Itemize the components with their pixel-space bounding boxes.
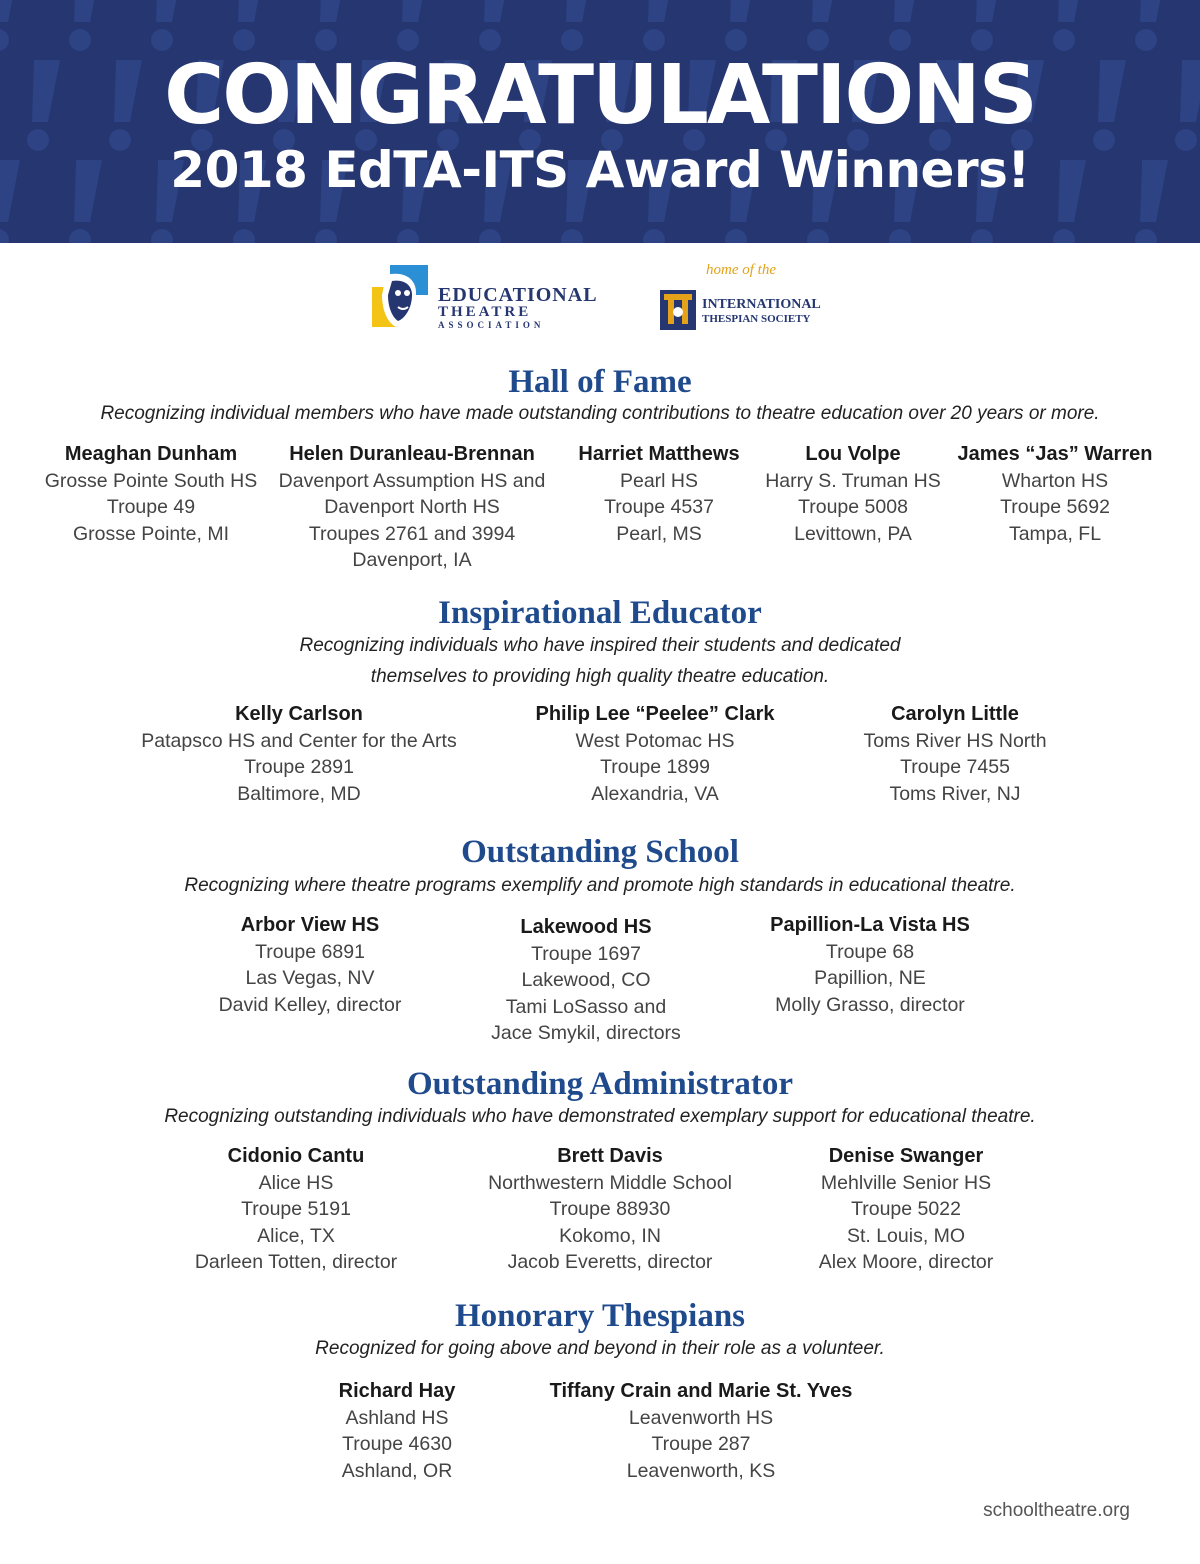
winner-detail: Troupe 7455 <box>900 756 1010 778</box>
winner-detail: Tampa, FL <box>1008 522 1102 545</box>
winner-detail: Troupe 2891 <box>244 756 354 778</box>
exclamation-bar <box>1140 0 1168 22</box>
winner-detail: Troupe 68 <box>825 940 915 963</box>
winner-detail: Alice, TX <box>257 1224 335 1247</box>
description-line: Recognizing outstanding individuals who have demonstrated exemplary support for educational theatre. <box>164 1106 1036 1127</box>
exclamation-dot <box>1135 229 1157 243</box>
winner-detail: St. Louis, MO <box>846 1224 966 1247</box>
its-logo <box>660 290 830 334</box>
winner-detail: Leavenworth HS <box>628 1406 774 1429</box>
edta-logo-line1: EDUCATIONAL <box>438 284 598 306</box>
winner-detail: Darleen Totten, director <box>194 1251 398 1273</box>
exclamation-dot <box>889 229 911 243</box>
winner-name: Denise Swanger <box>828 1145 984 1167</box>
exclamation-dot <box>1053 229 1075 243</box>
exclamation-bar <box>894 0 922 22</box>
exclamation-bar <box>238 0 266 22</box>
exclamation-dot <box>561 229 583 243</box>
winner-detail: Pearl HS <box>619 469 699 492</box>
description-line: Recognized for going above and beyond in their role as a volunteer. <box>315 1338 885 1359</box>
edta-logo-line3: ASSOCIATION <box>438 320 545 330</box>
winner-detail: Lakewood, CO <box>521 969 651 991</box>
winner-detail: Mehlville Senior HS <box>820 1171 992 1194</box>
exclamation-bar <box>730 0 758 22</box>
winner-detail: Davenport, IA <box>352 549 472 571</box>
exclamation-dot <box>725 229 747 243</box>
winner-detail: Jacob Everetts, director <box>507 1251 713 1273</box>
description-line: themselves to providing high quality theatre education. <box>370 666 830 687</box>
description-line: Recognizing individuals who have inspired their students and dedicated <box>299 635 901 656</box>
winner-detail: Kokomo, IN <box>559 1224 661 1247</box>
winner-detail: Harry S. Truman HS <box>765 469 941 492</box>
winner-detail: Troupe 287 <box>651 1433 751 1455</box>
winner-detail: Davenport North HS <box>324 496 500 518</box>
exclamation-bar <box>1058 0 1086 22</box>
winner-detail: Toms River HS North <box>863 729 1047 752</box>
winner-detail: Wharton HS <box>1001 469 1109 492</box>
winner-name: Richard Hay <box>338 1380 456 1402</box>
exclamation-dot <box>151 229 173 243</box>
exclamation-dot <box>233 229 255 243</box>
winner-detail: Troupe 4537 <box>604 496 714 518</box>
winner-detail: Davenport Assumption HS and <box>278 469 546 492</box>
winner-name: Tiffany Crain and Marie St. Yves <box>549 1380 853 1402</box>
winner-name: Helen Duranleau-Brennan <box>289 443 535 465</box>
exclamation-dot <box>397 229 419 243</box>
winner-detail: Patapsco HS and Center for the Arts <box>141 729 457 752</box>
exclamation-bar <box>812 0 840 22</box>
winner-detail: Troupe 88930 <box>549 1198 671 1220</box>
winner-detail: Troupe 4630 <box>342 1433 452 1455</box>
exclamation-dot <box>0 229 9 243</box>
award-entry <box>950 441 1160 547</box>
description-line: Recognizing individual members who have made outstanding contributions to theatre education over 20 years or more. <box>100 403 1100 424</box>
winner-detail: Troupe 5692 <box>1000 496 1110 518</box>
section-description-honorary-thespians <box>100 1333 1100 1364</box>
winner-detail: West Potomac HS <box>575 729 735 752</box>
winner-detail: Alex Moore, director <box>818 1251 994 1273</box>
home-of-text: home of the <box>706 262 776 278</box>
description-line: Recognizing where theatre programs exemplify and promote high standards in educational theatre. <box>184 875 1016 896</box>
section-heading-honorary-thespians: Honorary Thespians <box>454 1298 746 1334</box>
winner-detail: Pearl, MS <box>616 522 702 545</box>
winner-detail: Troupe 5022 <box>851 1198 961 1220</box>
winner-name: Lou Volpe <box>805 443 901 465</box>
its-logo-line1: INTERNATIONAL <box>702 297 821 312</box>
award-entry <box>476 914 696 1047</box>
award-entry <box>835 701 1075 807</box>
logo-strip <box>0 262 1200 342</box>
exclamation-dot <box>69 229 91 243</box>
section-description-outstanding-administrator <box>100 1101 1100 1132</box>
winner-name: James “Jas” Warren <box>957 443 1153 465</box>
banner-title: CONGRATULATIONS <box>164 48 1036 143</box>
winner-detail: Troupe 1697 <box>531 942 641 965</box>
award-entry <box>200 912 420 1018</box>
exclamation-dot <box>315 229 337 243</box>
award-entry <box>562 441 756 547</box>
edta-logo <box>372 265 622 335</box>
winner-detail: Jace Smykil, directors <box>491 1022 681 1044</box>
its-logo-line2: THESPIAN SOCIETY <box>702 313 811 325</box>
winner-name: Philip Lee “Peelee” Clark <box>535 703 775 725</box>
thespian-emblem-icon <box>660 290 696 330</box>
exclamation-bar <box>156 0 184 22</box>
winner-detail: Leavenworth, KS <box>626 1459 776 1482</box>
exclamation-bar <box>648 0 676 22</box>
winner-detail: Molly Grasso, director <box>775 993 965 1016</box>
winner-detail: Troupe 1899 <box>600 756 710 778</box>
winner-detail: Baltimore, MD <box>237 782 361 805</box>
section-heading-inspirational-educator: Inspirational Educator <box>438 595 762 631</box>
winner-name: Kelly Carlson <box>235 703 363 725</box>
winner-detail: Ashland HS <box>345 1406 449 1429</box>
winner-detail: Troupe 5008 <box>798 496 908 518</box>
section-description-inspirational-educator <box>100 630 1100 692</box>
winner-name: Arbor View HS <box>240 914 380 936</box>
winner-name: Carolyn Little <box>891 703 1019 725</box>
award-entry <box>796 1143 1016 1276</box>
award-entry <box>530 1378 872 1484</box>
award-entry <box>762 441 944 547</box>
award-entry <box>268 441 556 574</box>
award-entry <box>307 1378 487 1484</box>
winner-detail: Alice HS <box>258 1171 334 1194</box>
exclamation-dot <box>971 229 993 243</box>
winner-name: Brett Davis <box>557 1145 663 1167</box>
winner-detail: Alexandria, VA <box>591 782 719 805</box>
winner-name: Meaghan Dunham <box>64 443 238 465</box>
exclamation-bar <box>320 0 348 22</box>
exclamation-bar <box>0 0 20 22</box>
section-description-outstanding-school <box>100 870 1100 901</box>
exclamation-bar <box>484 0 512 22</box>
winner-detail: Troupe 49 <box>106 496 196 518</box>
exclamation-bar <box>74 0 102 22</box>
section-heading-outstanding-school: Outstanding School <box>461 834 739 870</box>
exclamation-bar <box>976 0 1004 22</box>
exclamation-bar <box>402 0 430 22</box>
winner-name: Lakewood HS <box>520 916 652 938</box>
winner-detail: Levittown, PA <box>794 522 912 545</box>
winner-detail: Papillion, NE <box>814 967 926 989</box>
winner-detail: Tami LoSasso and <box>505 995 667 1018</box>
award-entry <box>40 441 262 547</box>
exclamation-dot <box>643 229 665 243</box>
winner-detail: Troupes 2761 and 3994 <box>308 522 516 545</box>
award-entry <box>480 1143 740 1276</box>
winner-detail: Las Vegas, NV <box>245 967 375 989</box>
exclamation-bar <box>566 0 594 22</box>
winner-name: Papillion-La Vista HS <box>770 914 970 936</box>
winner-name: Harriet Matthews <box>578 443 740 465</box>
award-entry <box>505 701 805 807</box>
winner-detail: Grosse Pointe, MI <box>72 522 230 545</box>
exclamation-dot <box>479 229 501 243</box>
winner-detail: Northwestern Middle School <box>488 1171 732 1194</box>
section-heading-outstanding-administrator: Outstanding Administrator <box>407 1066 793 1102</box>
website-link[interactable]: schooltheatre.org <box>983 1500 1130 1521</box>
banner-subtitle: 2018 EdTA-ITS Award Winners! <box>170 141 1030 199</box>
section-description-hall-of-fame <box>100 398 1100 429</box>
award-entry <box>139 701 459 807</box>
winner-detail: Troupe 5191 <box>241 1198 351 1220</box>
winner-detail: Troupe 6891 <box>255 940 365 963</box>
winner-detail: Ashland, OR <box>341 1459 453 1482</box>
theatre-masks-icon <box>372 265 432 330</box>
winner-detail: Grosse Pointe South HS <box>44 469 258 492</box>
award-entry <box>176 1143 416 1276</box>
award-entry <box>750 912 990 1018</box>
edta-logo-line2: THEATRE <box>438 304 532 320</box>
winner-detail: Toms River, NJ <box>889 782 1021 805</box>
winner-detail: David Kelley, director <box>218 993 402 1016</box>
winner-name: Cidonio Cantu <box>227 1145 365 1167</box>
section-heading-hall-of-fame: Hall of Fame <box>508 364 692 400</box>
banner <box>0 0 1200 243</box>
exclamation-dot <box>807 229 829 243</box>
